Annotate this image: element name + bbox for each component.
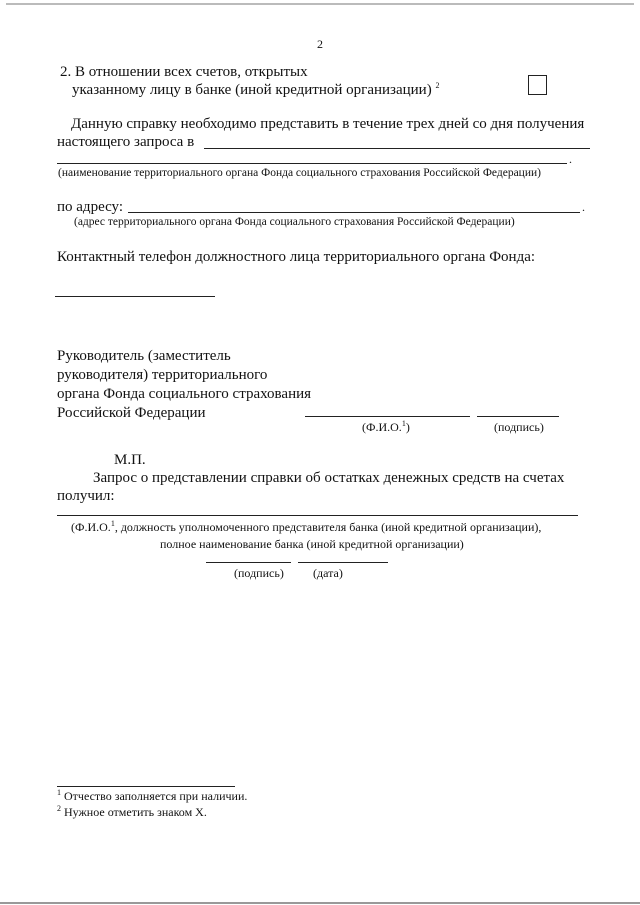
deadline-text-line-2: настоящего запроса в: [57, 134, 195, 150]
fund-body-name-caption: (наименование территориального органа Фонда социального страхования Российской Федерации): [58, 167, 541, 179]
receipt-date-caption: (дата): [313, 566, 343, 580]
fund-body-name-line-2[interactable]: [57, 163, 567, 164]
footnote-separator: [57, 786, 235, 787]
head-signature-caption: (подпись): [494, 420, 544, 434]
receipt-signature-caption: (подпись): [234, 566, 284, 580]
deadline-text-line-1: Данную справку необходимо представить в течение трех дней со дня получения: [71, 116, 585, 132]
address-period: .: [582, 200, 585, 214]
item-2-line-2: указанному лицу в банке (иной кредитной организации) $^2$: [72, 81, 440, 98]
bank-representative-caption-2: полное наименование банка (иной кредитной организации): [160, 537, 464, 551]
head-signature-line[interactable]: [477, 416, 559, 417]
receipt-date-line[interactable]: [298, 562, 388, 563]
bank-representative-caption-1: (Ф.И.О.$^1$, должность уполномоченного представителя банка (иной кредитной организации),: [71, 519, 542, 534]
stamp-place: М.П.: [114, 452, 146, 468]
contact-phone-line[interactable]: [55, 296, 215, 297]
received-line-1: Запрос о представлении справки об остатках денежных средств на счетах: [93, 470, 565, 486]
address-line[interactable]: [128, 212, 580, 213]
head-title-line-4: Российской Федерации: [57, 405, 206, 421]
page-number: 2: [317, 37, 323, 51]
fund-body-name-line-1[interactable]: [204, 148, 590, 149]
head-title-line-2: руководителя) территориального: [57, 367, 268, 383]
period-mark: .: [569, 152, 572, 166]
head-name-caption: (Ф.И.О.$^1$): [362, 419, 410, 434]
mark-checkbox[interactable]: [528, 75, 547, 95]
scan-bottom-edge: [0, 902, 640, 904]
item-2-line-1: 2. В отношении всех счетов, открытых: [60, 64, 308, 80]
scan-top-edge: [6, 3, 634, 5]
head-title-line-3: органа Фонда социального страхования: [57, 386, 312, 402]
footnote-1: $^1$ Отчество заполняется при наличии.: [57, 788, 248, 803]
receipt-signature-line[interactable]: [206, 562, 291, 563]
address-caption: (адрес территориального органа Фонда социального страхования Российской Федерации): [74, 216, 515, 228]
head-name-line[interactable]: [305, 416, 470, 417]
contact-phone-label: Контактный телефон должностного лица территориального органа Фонда:: [57, 249, 536, 265]
bank-representative-line[interactable]: [57, 515, 578, 516]
address-label: по адресу:: [57, 199, 124, 215]
footnote-2: $^2$ Нужное отметить знаком X.: [57, 804, 207, 819]
received-line-2: получил:: [57, 488, 115, 504]
head-title-line-1: Руководитель (заместитель: [57, 348, 231, 364]
